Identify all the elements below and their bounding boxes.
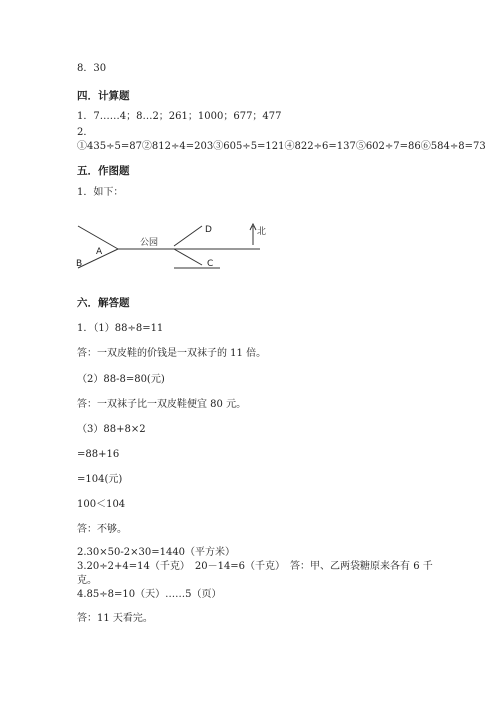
section-6-line: 3.20÷2+4=14（千克） 20－14=6（千克） 答：甲、乙两袋糖原来各有 6 千克。 [77, 561, 433, 586]
label-a: A [96, 247, 103, 257]
section-6-line: 1．（1）88÷8=11 [77, 323, 164, 334]
label-c: C [207, 259, 214, 269]
section-4-heading: 四．计算题 [77, 90, 130, 102]
section-4-line-1: 1．7……4；8…2；261；1000；677；477 [77, 111, 282, 122]
section-6-line: =104(元) [77, 474, 123, 485]
map-diagram [70, 218, 310, 278]
section-6-line: （3）88+8×2 [77, 424, 146, 435]
section-6-line: 答：一双皮鞋的价钱是一双袜子的 11 倍。 [77, 348, 267, 359]
label-d: D [205, 225, 212, 235]
line-a-upper [78, 226, 118, 249]
section-6-line: 4.85÷8=10（天）……5（页） [77, 589, 222, 600]
section-5-line-1: 1．如下： [77, 187, 124, 198]
section-6-line: （2）88-8=80(元) [77, 374, 165, 385]
section-6-line: 答：不够。 [77, 524, 127, 535]
section-6-heading: 六．解答题 [77, 297, 130, 309]
label-north: 北 [257, 227, 267, 237]
section-6-line: 答：11 天看完。 [77, 613, 153, 624]
line-d [174, 226, 202, 246]
section-6-line: 100＜104 [77, 499, 126, 510]
line-c [174, 249, 202, 265]
section-6-line: 答：一双袜子比一双皮鞋便宜 80 元。 [77, 399, 247, 410]
label-park: 公园 [140, 238, 159, 248]
section-6-line: =88+16 [77, 449, 120, 460]
answer-8: 8．30 [77, 63, 107, 74]
label-b: B [76, 259, 83, 269]
section-4-line-2: 2．①435÷5=87②812÷4=203③605÷5=121④822÷6=137⑤602÷7=86⑥584÷8=73 [77, 127, 486, 152]
section-6-line: 2.30×50-2×30=1440（平方米） [77, 547, 236, 558]
section-5-heading: 五．作图题 [77, 165, 130, 177]
